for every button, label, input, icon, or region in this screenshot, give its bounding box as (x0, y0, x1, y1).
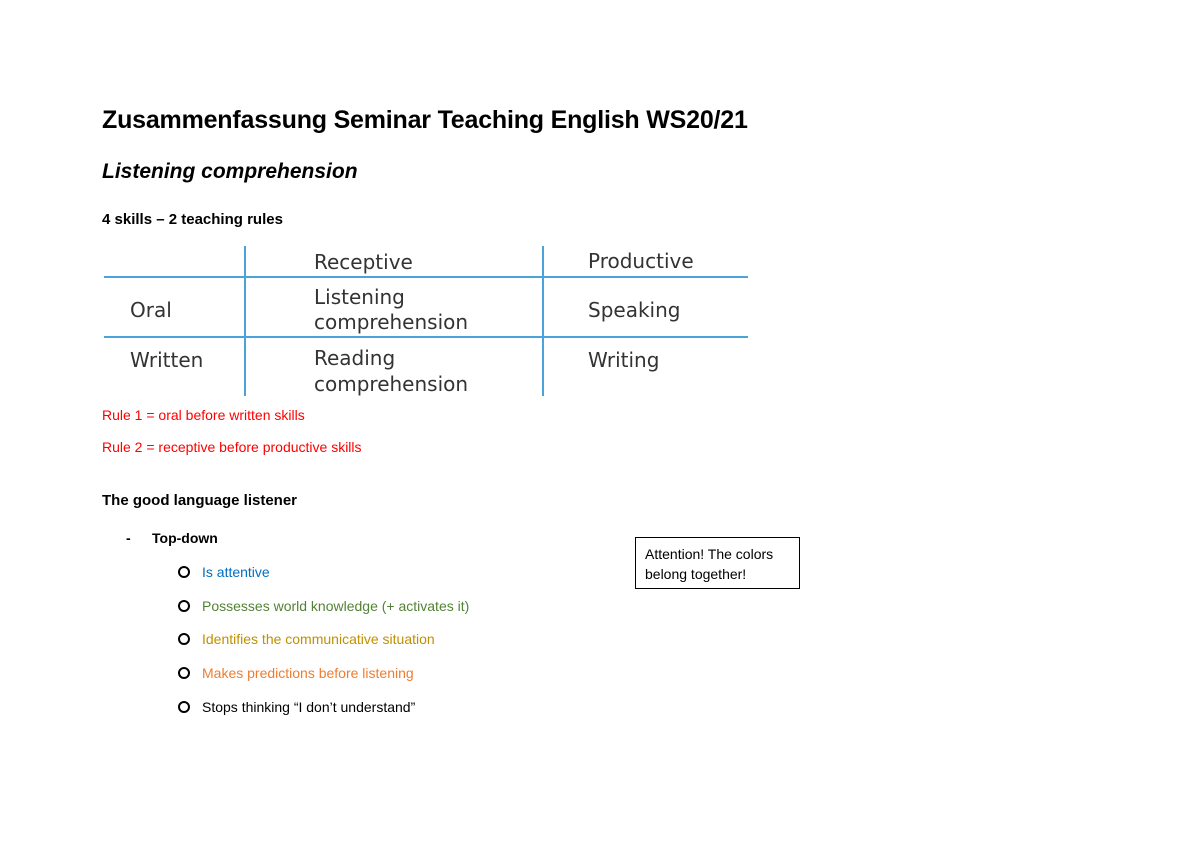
table-line-top (104, 276, 748, 278)
circle-bullet-icon (178, 566, 190, 578)
listener-heading: The good language listener (102, 492, 298, 509)
list-item (178, 598, 469, 614)
section-subtitle: Listening comprehension (102, 160, 358, 183)
list-item (178, 564, 270, 580)
list-item-text: Identifies the communicative situation (202, 631, 435, 647)
rule-2: Rule 2 = receptive before productive skills (102, 439, 362, 455)
dash-marker: - (126, 530, 131, 546)
row-label-oral: Oral (130, 298, 172, 322)
list-item (178, 631, 435, 647)
cell-writing: Writing (588, 348, 660, 372)
circle-bullet-icon (178, 667, 190, 679)
row-label-written: Written (130, 348, 204, 372)
note-line-2: belong together! (645, 566, 747, 582)
table-line-right (542, 246, 544, 396)
cell-listening-line2: comprehension (314, 310, 469, 334)
document-title: Zusammenfassung Seminar Teaching English WS20/21 (102, 106, 748, 134)
header-productive: Productive (588, 249, 694, 273)
skills-heading: 4 skills – 2 teaching rules (102, 211, 283, 228)
circle-bullet-icon (178, 600, 190, 612)
cell-listening-line1: Listening (314, 285, 405, 309)
circle-bullet-icon (178, 701, 190, 713)
skills-table (104, 246, 748, 396)
table-line-left (244, 246, 246, 396)
list-item (178, 665, 414, 681)
circle-bullet-icon (178, 633, 190, 645)
note-line-1: Attention! The colors (645, 546, 774, 562)
header-receptive: Receptive (314, 250, 413, 274)
cell-speaking: Speaking (588, 298, 681, 322)
top-down-item (126, 530, 218, 546)
cell-reading-line1: Reading (314, 346, 396, 370)
list-item-text: Is attentive (202, 564, 270, 580)
list-item-text: Stops thinking “I don’t understand” (202, 699, 416, 715)
list-item-text: Possesses world knowledge (+ activates it) (202, 598, 470, 614)
attention-note-box (635, 537, 800, 589)
list-item (178, 699, 415, 715)
rule-1: Rule 1 = oral before written skills (102, 407, 305, 423)
top-down-label: Top-down (152, 530, 218, 546)
cell-reading-line2: comprehension (314, 372, 469, 396)
table-line-middle (104, 336, 748, 338)
list-item-text: Makes predictions before listening (202, 665, 414, 681)
